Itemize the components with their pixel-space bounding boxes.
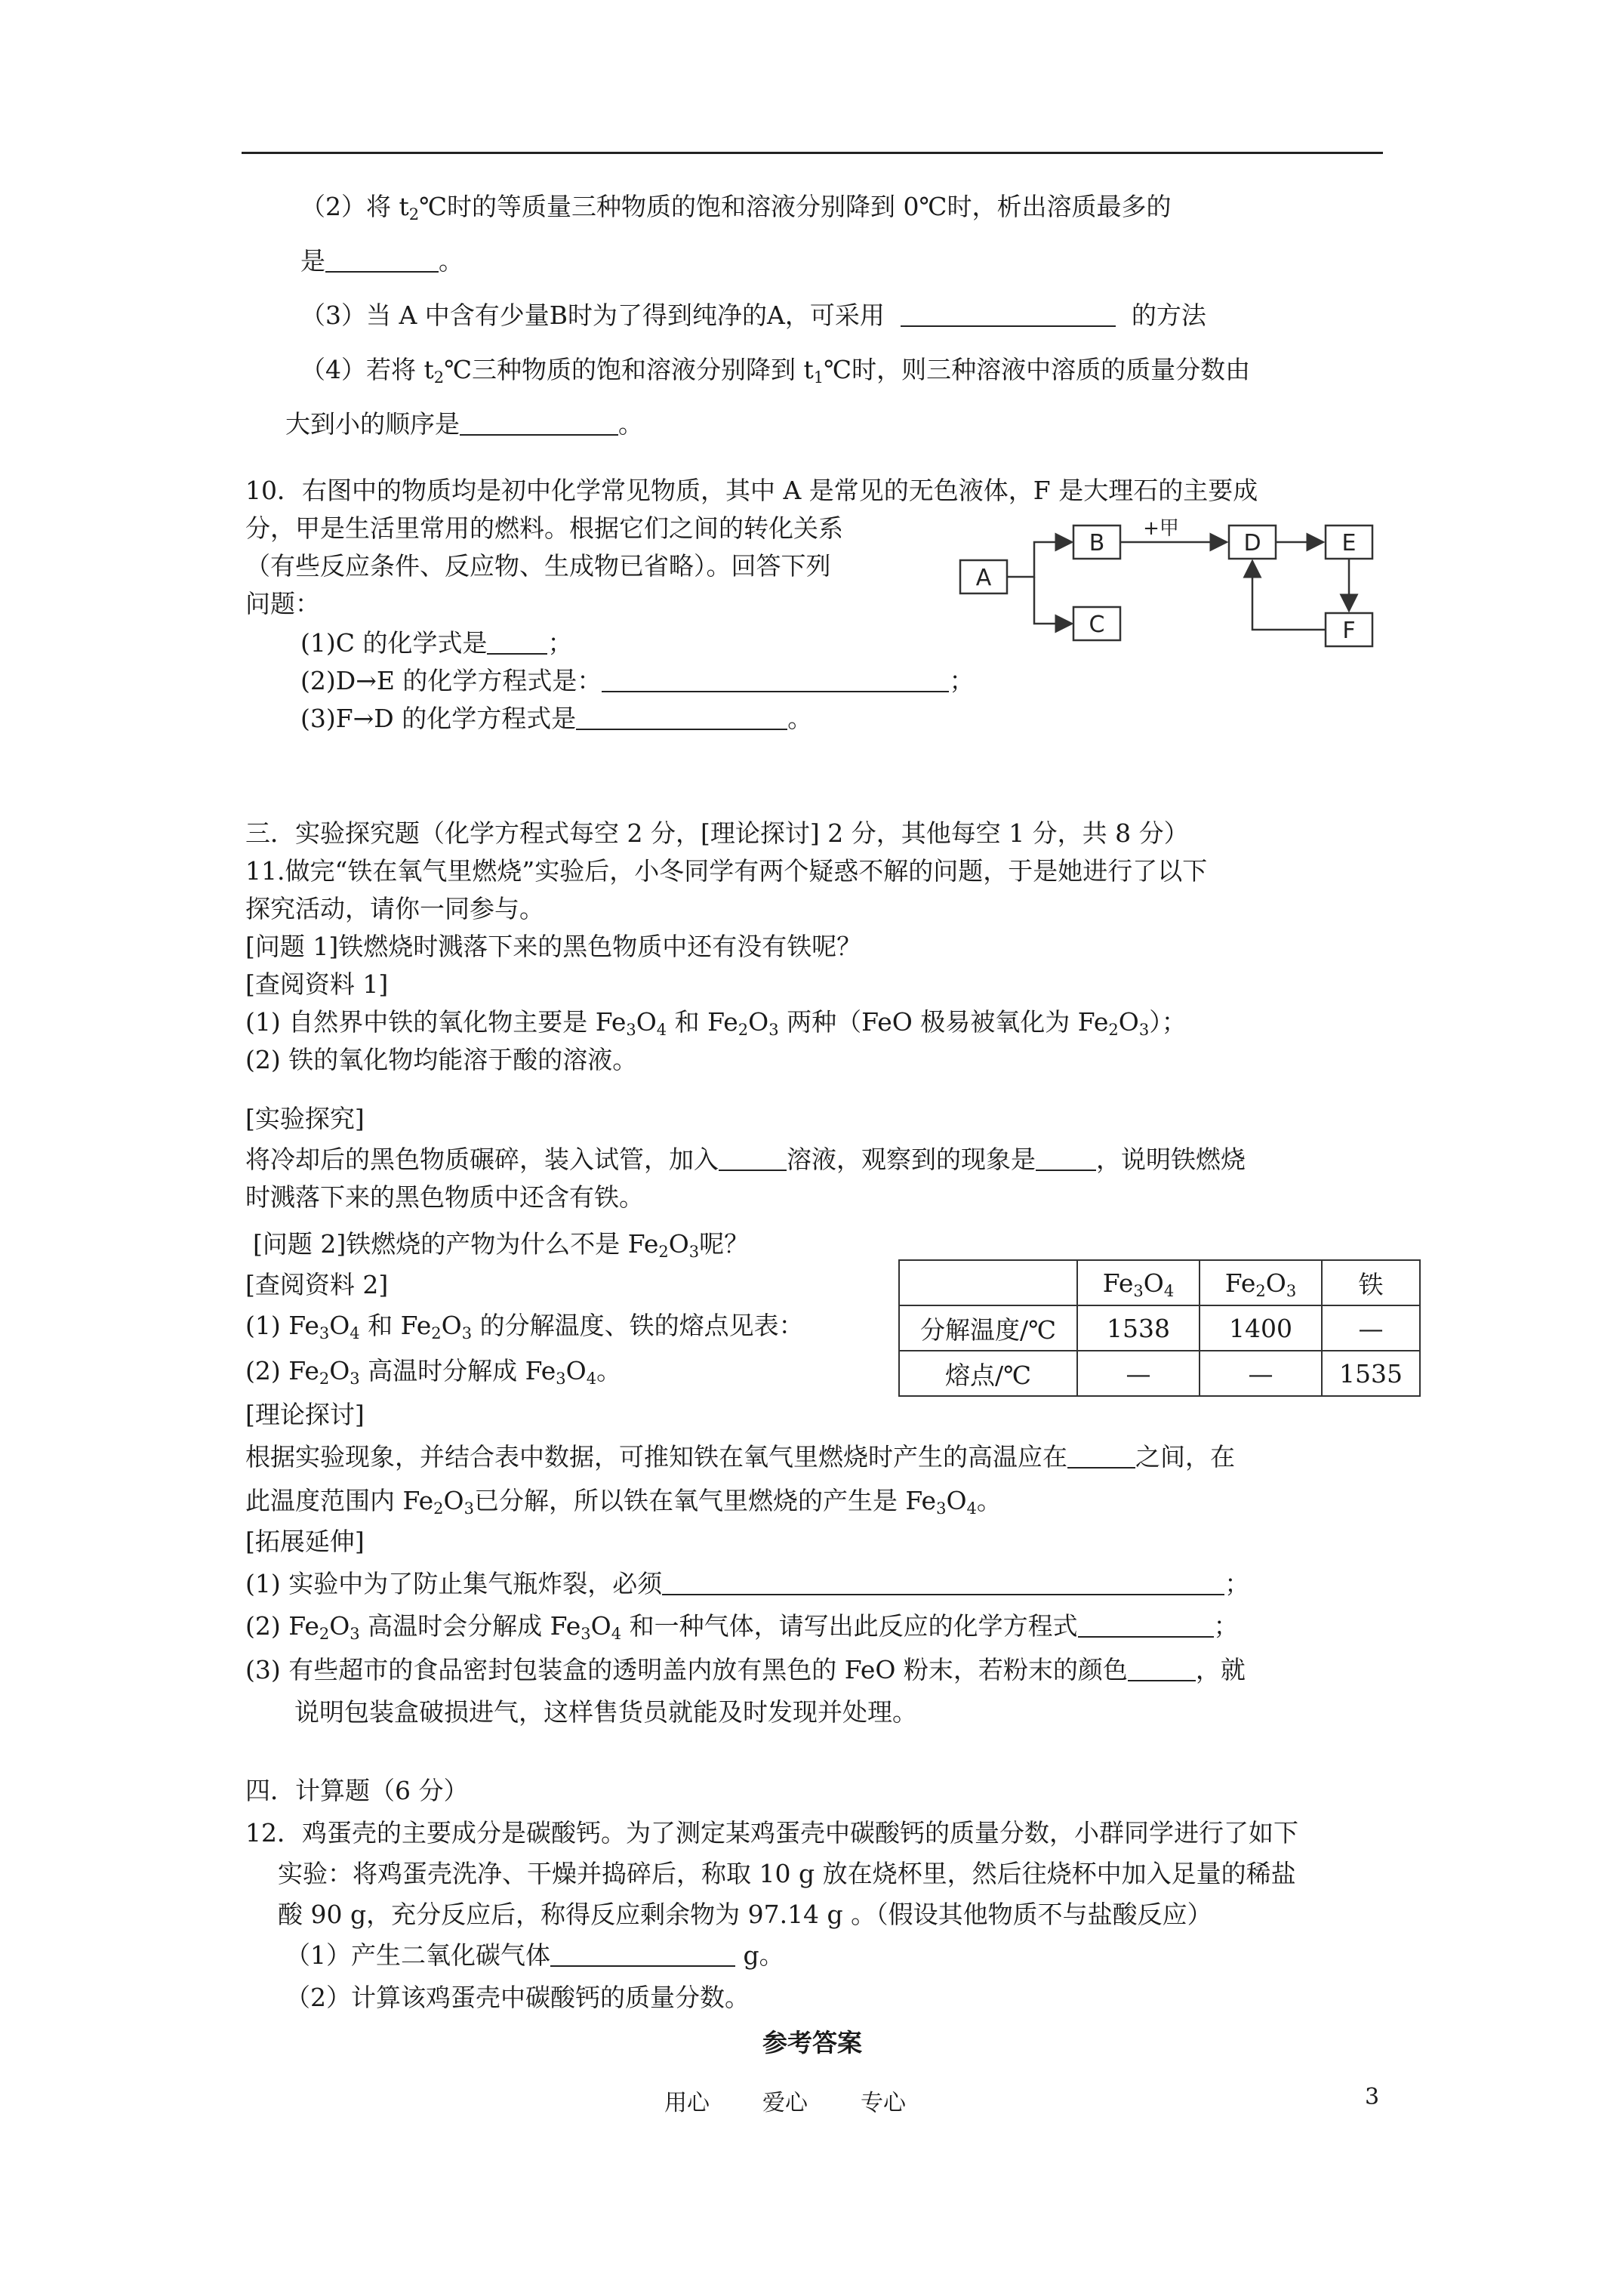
q9-part4-line1: （4）若将 $t_2℃$三种物质的饱和溶液分别降到 $t_1℃$时，则三种溶液中溶质的质量分数由 bbox=[300, 355, 1251, 387]
footer-left: 用心 bbox=[664, 2090, 710, 2116]
extension-item3: (3) 有些超市的食品密封包装盒的透明盖内放有黑色的 FeO 粉末，若粉末的颜色 ，就 bbox=[245, 1655, 1246, 1684]
theory-heading: [理论探讨] bbox=[245, 1400, 365, 1429]
table-cell: 1535 bbox=[1322, 1351, 1420, 1396]
q11-line2: 探究活动，请你一同参与。 bbox=[245, 894, 544, 923]
footer-right: 专心 bbox=[861, 2090, 906, 2116]
edge-f-d bbox=[1252, 561, 1326, 630]
answer-blank[interactable] bbox=[460, 411, 618, 436]
answer-blank[interactable] bbox=[719, 1147, 787, 1171]
table-cell: — bbox=[1077, 1351, 1200, 1396]
answer-blank[interactable] bbox=[1128, 1657, 1196, 1681]
experiment-line2: 时溅落下来的黑色物质中还含有铁。 bbox=[245, 1182, 644, 1212]
node-a: A bbox=[975, 565, 992, 591]
reference2-heading: [查阅资料 2] bbox=[245, 1270, 389, 1299]
page-number: 3 bbox=[1365, 2084, 1380, 2110]
table-cell: — bbox=[1200, 1351, 1322, 1396]
question2-heading: [问题 2]铁燃烧的产物为什么不是 $Fe_2O_3$呢？ bbox=[253, 1229, 750, 1261]
table-cell: 1538 bbox=[1077, 1305, 1200, 1351]
extension-heading: [拓展延伸] bbox=[245, 1527, 365, 1556]
q10-sub3: (3)F→D 的化学方程式是 。 bbox=[300, 704, 813, 733]
edge-a-b bbox=[1007, 542, 1072, 577]
reference2-item1: (1) $Fe_3O_4$ 和 $Fe_2O_3$ 的分解温度、铁的熔点见表： bbox=[245, 1311, 804, 1342]
q10-line4: 问题： bbox=[245, 589, 320, 618]
q10-line2: 分，甲是生活里常用的燃料。根据它们之间的转化关系 bbox=[245, 513, 843, 543]
answer-key-title: 参考答案 bbox=[762, 2028, 862, 2057]
q10-sub1: (1)C 的化学式是 ； bbox=[300, 628, 573, 658]
table-header-fe3o4: $Fe_3O_4$ bbox=[1077, 1260, 1200, 1305]
node-e: E bbox=[1341, 530, 1357, 556]
reaction-flow-diagram bbox=[959, 513, 1381, 664]
q9-part2-line1: （2）将 $t_2℃$时的等质量三种物质的饱和溶液分别降到 0℃时，析出溶质最多的 bbox=[300, 192, 1172, 223]
extension-item3-cont: 说明包装盒破损进气，这样售货员就能及时发现并处理。 bbox=[294, 1697, 917, 1727]
q9-part3: （3）当 A 中含有少量B时为了得到纯净的A，可采用 的方法 bbox=[300, 300, 1206, 330]
extension-item1: (1) 实验中为了防止集气瓶炸裂，必须 ； bbox=[245, 1569, 1250, 1598]
answer-blank[interactable] bbox=[901, 303, 1116, 327]
node-b: B bbox=[1089, 530, 1105, 556]
table-corner bbox=[899, 1260, 1077, 1305]
header-rule bbox=[242, 152, 1383, 154]
answer-blank[interactable] bbox=[487, 630, 547, 655]
experiment-line1: 将冷却后的黑色物质碾碎，装入试管，加入 溶液，观察到的现象是 ，说明铁燃烧 bbox=[245, 1145, 1246, 1174]
q10-line1: 10．右图中的物质均是初中化学常见物质，其中 A 是常见的无色液体，F 是大理石的主要成 bbox=[245, 476, 1258, 505]
section4-heading: 四．计算题（6 分） bbox=[245, 1776, 469, 1805]
answer-blank[interactable] bbox=[550, 1943, 735, 1967]
properties-table bbox=[898, 1259, 1421, 1397]
reference2-item2: (2) $Fe_2O_3$ 高温时分解成 $Fe_3O_4$。 bbox=[245, 1356, 622, 1388]
table-cell: 1400 bbox=[1200, 1305, 1322, 1351]
q12-line2: 实验：将鸡蛋壳洗净、干燥并捣碎后，称取 10 g 放在烧杯里，然后往烧杯中加入足量的稀盐 bbox=[278, 1859, 1296, 1888]
theory-line2: 此温度范围内 $Fe_2O_3$已分解，所以铁在氧气里燃烧的产生是 $Fe_3O_4$。 bbox=[245, 1486, 1002, 1518]
node-c: C bbox=[1089, 612, 1105, 638]
q9-part4-line2: 大到小的顺序是 。 bbox=[285, 409, 643, 439]
reference1-heading: [查阅资料 1] bbox=[245, 969, 389, 999]
table-row bbox=[899, 1305, 1420, 1351]
q10-sub2: (2)D→E 的化学方程式是： ； bbox=[300, 666, 975, 695]
table-row bbox=[899, 1351, 1420, 1396]
table-header-fe2o3: $Fe_2O_3$ bbox=[1200, 1260, 1322, 1305]
theory-line1: 根据实验现象，并结合表中数据，可推知铁在氧气里燃烧时产生的高温应在 之间，在 bbox=[245, 1442, 1235, 1472]
table-header-fe: 铁 bbox=[1322, 1260, 1420, 1305]
answer-blank[interactable] bbox=[1036, 1147, 1096, 1171]
answer-blank[interactable] bbox=[325, 248, 439, 273]
node-f: F bbox=[1342, 618, 1356, 644]
table-cell: — bbox=[1322, 1305, 1420, 1351]
table-cell: 分解温度/℃ bbox=[899, 1305, 1077, 1351]
q12-sub2: （2）计算该鸡蛋壳中碳酸钙的质量分数。 bbox=[285, 1983, 750, 2012]
q12-line1: 12．鸡蛋壳的主要成分是碳酸钙。为了测定某鸡蛋壳中碳酸钙的质量分数，小群同学进行了如下 bbox=[245, 1818, 1298, 1848]
question1-heading: [问题 1]铁燃烧时溅落下来的黑色物质中还有没有铁呢？ bbox=[245, 932, 862, 961]
answer-blank[interactable] bbox=[576, 706, 787, 730]
answer-blank[interactable] bbox=[602, 668, 949, 692]
node-d: D bbox=[1243, 530, 1261, 556]
edge-label-jia: +甲 bbox=[1143, 517, 1179, 540]
q12-line3: 酸 90 g，充分反应后，称得反应剩余物为 97.14 g 。（假设其他物质不与盐酸反应） bbox=[278, 1900, 1212, 1929]
footer-mid: 爱心 bbox=[762, 2090, 808, 2116]
reference1-item2: (2) 铁的氧化物均能溶于酸的溶液。 bbox=[245, 1045, 638, 1074]
answer-blank[interactable] bbox=[662, 1571, 1224, 1595]
answer-blank[interactable] bbox=[1078, 1613, 1214, 1638]
answer-blank[interactable] bbox=[1067, 1444, 1135, 1469]
extension-item2: (2) $Fe_2O_3$ 高温时会分解成 $Fe_3O_4$ 和一种气体，请写出此反应的化学方程式 ； bbox=[245, 1611, 1239, 1643]
section3-heading: 三．实验探究题（化学方程式每空 2 分，[理论探讨] 2 分，其他每空 1 分，共 8 分） bbox=[245, 818, 1189, 848]
table-row bbox=[899, 1260, 1420, 1305]
edge-a-c bbox=[1034, 577, 1072, 624]
q10-line3: （有些反应条件、反应物、生成物已省略）。回答下列 bbox=[245, 551, 831, 581]
experiment-heading: [实验探究] bbox=[245, 1104, 365, 1133]
q9-part2-line2: 是 。 bbox=[300, 246, 463, 276]
q11-line1: 11.做完“铁在氧气里燃烧”实验后，小冬同学有两个疑惑不解的问题，于是她进行了以下 bbox=[245, 856, 1208, 886]
reference1-item1: (1) 自然界中铁的氧化物主要是 $Fe_3O_4$ 和 $Fe_2O_3$ 两种（FeO 极易被氧化为 $Fe_2O_3$）； bbox=[245, 1007, 1187, 1039]
q12-sub1: （1）产生二氧化碳气体 g。 bbox=[285, 1940, 784, 1970]
table-cell: 熔点/℃ bbox=[899, 1351, 1077, 1396]
